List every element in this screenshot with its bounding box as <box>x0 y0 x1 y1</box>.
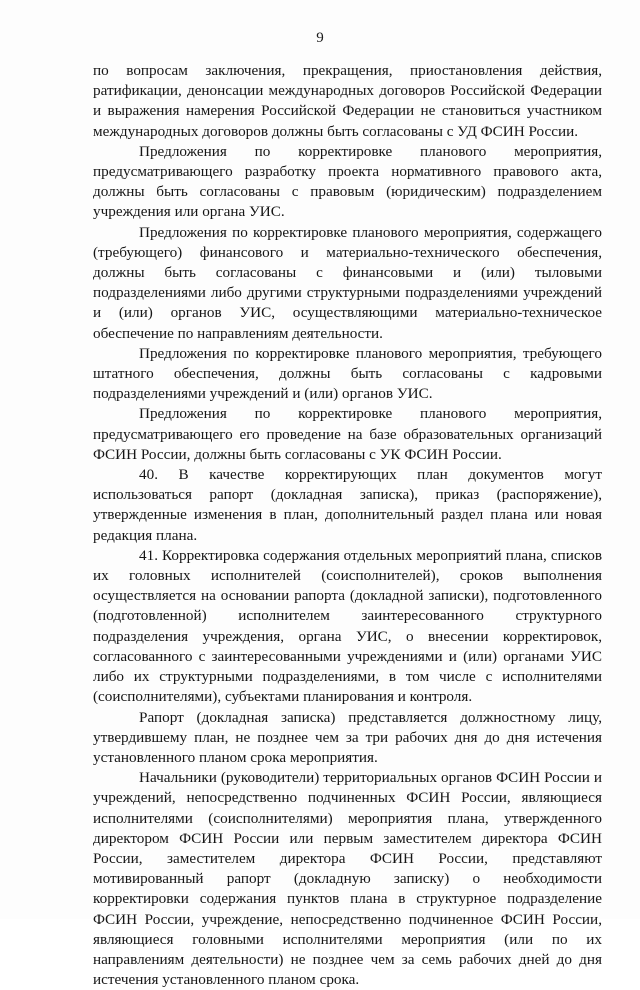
paragraph-continuation: по вопросам заключения, прекращения, приостановления действия, ратификации, денонсации международных договоров Российской Федерации и выражения намерения Российской Федерации не становиться участником международных договоров должны быть согласованы с УД ФСИН России. <box>93 62 602 140</box>
paragraph-heads-report: Начальники (руководители) территориальных органов ФСИН России и учреждений, непосредственно подчиненных ФСИН России, являющиеся исполнителями (соисполнителями) мероприятия плана, утвержденного директором ФСИН России или первым заместителем директора ФСИН России, заместителем директора ФСИН России, представляют мотивированный рапорт (докладную записку) о необходимости корректировки содержания пунктов плана в структурное подразделение ФСИН России, учреждение, непосредственно подчиненное ФСИН России, являющиеся головными исполнителями мероприятия (или по их направлениям деятельности) не позднее чем за семь рабочих дней до дня истечения установленного планом срока. <box>93 769 602 989</box>
paragraph-education-approval: Предложения по корректировке планового мероприятия, предусматривающего его проведение на базе образовательных организаций ФСИН России, должны быть согласованы с УК ФСИН России. <box>93 405 602 463</box>
paragraph-legal-approval: Предложения по корректировке планового мероприятия, предусматривающего разработку проекта нормативного правового акта, должны быть согласованы с правовым (юридическим) подразделением учреждения или органа УИС. <box>93 142 602 221</box>
paragraph-item-41: 41. Корректировка содержания отдельных мероприятий плана, списков их головных исполнителей (соисполнителей), сроков выполнения осуществляется на основании рапорта (докладной записки), подготовленного (подготовленной) исполнителем заинтересованного структурного подразделения учреждения, органа УИС, о внесении корректировок, согласованного с заинтересованными учреждениями и (или) органами УИС либо их структурными подразделениями, в том числе с исполнителями (соисполнителями), субъектами планирования и контроля. <box>93 546 602 706</box>
paragraph-report-deadline: Рапорт (докладная записка) представляется должностному лицу, утвердившему план, не позднее чем за три рабочих дня до дня истечения установленного планом срока мероприятия. <box>93 708 602 766</box>
paragraph-staffing-approval: Предложения по корректировке планового мероприятия, требующего штатного обеспечения, должны быть согласованы с кадровыми подразделениями учреждений и (или) органов УИС. <box>93 344 602 403</box>
paragraph-financial-approval: Предложения по корректировке планового мероприятия, содержащего (требующего) финансового и материально-технического обеспечения, должны быть согласованы с финансовыми и (или) тыловыми подразделениями либо другими структурными подразделениями учреждений и (или) органов УИС, осуществляющими материально-техническое обеспечение по направлениям деятельности. <box>93 223 602 342</box>
document-body <box>93 61 602 990</box>
page-number: 9 <box>316 30 324 46</box>
paragraph-item-40: 40. В качестве корректирующих план документов могут использоваться рапорт (докладная записка), приказ (распоряжение), утвержденные изменения в план, дополнительный раздел плана или новая редакция плана. <box>93 466 602 544</box>
